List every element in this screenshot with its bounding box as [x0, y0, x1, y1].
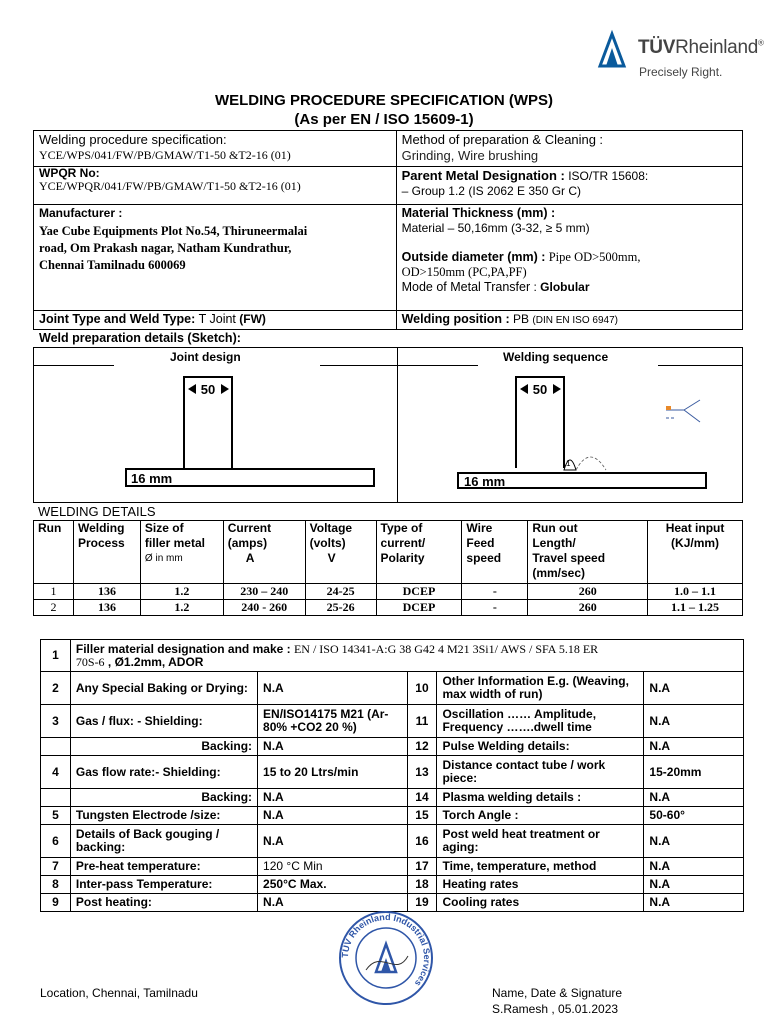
- manufacturer-label: Manufacturer :: [39, 206, 123, 220]
- web-dimension: 50: [191, 382, 225, 398]
- od-value-2: OD>150mm (PC,PA,PF): [401, 265, 527, 279]
- prep-value: Grinding, Wire brushing: [401, 148, 539, 163]
- manufacturer-line-2: road, Om Prakash nagar, Natham Kundrathur,: [39, 241, 292, 255]
- welding-sequence-title: Welding sequence: [503, 350, 609, 364]
- dimension-arrow-icon: [551, 384, 561, 394]
- transfer-value: Globular: [540, 280, 590, 294]
- param-row: 3 Gas / flux: - Shielding: EN/ISO14175 M21 (Ar-80% +CO2 20 %) 11 Oscillation …… Amplitude, Frequency …….dwell time N.A: [41, 705, 744, 738]
- parameters-table: [40, 639, 744, 912]
- wpqr-label: WPQR No:: [39, 166, 100, 180]
- tuv-seal-stamp-icon: [336, 908, 436, 1008]
- wps-label: Welding procedure specification: [39, 132, 224, 147]
- prep-cell: Method of preparation & Cleaning : Grinding, Wire brushing: [396, 131, 742, 167]
- sketch-rule: [658, 365, 742, 366]
- torch-symbol-icon: [664, 398, 702, 424]
- procedure-info-table: [33, 130, 743, 330]
- signature-value: S.Ramesh , 05.01.2023: [492, 1002, 619, 1016]
- dimension-arrow-icon: [520, 384, 530, 394]
- doc-title: WELDING PROCEDURE SPECIFICATION (WPS): [214, 92, 554, 109]
- param-row: 1 Filler material designation and make : EN / ISO 14341-A:G 38 G42 4 M21 3Si1/ AWS / SFA 5.18 ER 70S-6 , Ø1.2mm, ADOR: [41, 640, 744, 672]
- sketch-rule: [398, 365, 478, 366]
- wpqr-cell: [34, 167, 397, 205]
- table-row: 1 136 1.2 230 – 240 24-25 DCEP - 260 1.0 – 1.1: [34, 584, 743, 600]
- welding-details-table: [33, 520, 743, 616]
- col-voltage: Voltage (volts) V: [305, 521, 376, 584]
- joint-value: T Joint: [198, 312, 236, 326]
- sequence-mark: 1: [566, 459, 571, 468]
- col-wire-feed: Wire Feed speed: [462, 521, 528, 584]
- col-process: Welding Process: [73, 521, 140, 584]
- col-type: Type of current/ Polarity: [376, 521, 462, 584]
- thickness-value: Material – 50,16mm (3-32, ≥ 5 mm): [401, 221, 590, 235]
- location-text: Location, Chennai, Tamilnadu: [40, 986, 198, 1000]
- sketch-section-label: Weld preparation details (Sketch):: [39, 331, 241, 345]
- parent-value-1: ISO/TR 15608:: [568, 169, 649, 183]
- col-current: Current (amps) A: [223, 521, 305, 584]
- parent-metal-cell: [396, 167, 742, 205]
- doc-subtitle: (As per EN / ISO 15609-1): [294, 111, 474, 128]
- param-row: 6 Details of Back gouging / backing: N.A 16 Post weld heat treatment or aging: N.A: [41, 825, 744, 858]
- col-filler: Size of filler metal Ø in mm: [140, 521, 223, 584]
- position-label: Welding position :: [401, 312, 510, 326]
- wps-cell: Welding procedure specification: YCE/WPS/041/FW/PB/GMAW/T1-50 &T2-16 (01): [34, 131, 397, 167]
- transfer-label: Mode of Metal Transfer: [401, 280, 531, 294]
- col-heat-input: Heat input (KJ/mm): [648, 521, 743, 584]
- param-row: 5 Tungsten Electrode /size: N.A 15 Torch Angle : 50-60°: [41, 807, 744, 825]
- param-row: 7 Pre-heat temperature: 120 °C Min 17 Time, temperature, method N.A: [41, 858, 744, 876]
- dimension-arrow-icon: [188, 384, 198, 394]
- wpqr-value: YCE/WPQR/041/FW/PB/GMAW/T1-50 &T2-16 (01): [39, 179, 301, 193]
- sketch-rule: [320, 365, 398, 366]
- joint-suffix: (FW): [239, 312, 266, 326]
- position-note: (DIN EN ISO 6947): [532, 315, 618, 326]
- sketch-divider: [397, 347, 398, 503]
- position-value: PB: [513, 312, 530, 326]
- param-row: 4 Gas flow rate:- Shielding: 15 to 20 Ltrs/min 13 Distance contact tube / work piece: 15-20mm: [41, 756, 744, 789]
- seal-text: TÜV Rheinland Industrial Services: [339, 911, 433, 989]
- welding-details-heading: WELDING DETAILS: [38, 504, 156, 519]
- thickness-cell: Material Thickness (mm) : Material – 50,16mm (3-32, ≥ 5 mm) Outside diameter (mm) : Pipe OD>500mm, OD>150mm (PC,PA,PF) Mode of Metal Transfer : Globular: [396, 205, 742, 311]
- col-run-out: Run out Length/ Travel speed (mm/sec): [528, 521, 648, 584]
- sequence-base-dimension: 16 mm: [464, 474, 506, 489]
- dimension-arrow-icon: [219, 384, 229, 394]
- col-run: Run: [34, 521, 74, 584]
- manufacturer-line-3: Chennai Tamilnadu 600069: [39, 258, 186, 272]
- parent-value-2: – Group 1.2 (IS 2062 E 350 Gr C): [401, 184, 582, 198]
- manufacturer-cell: [34, 205, 397, 311]
- table-row: 2 136 1.2 240 - 260 25-26 DCEP - 260 1.1 – 1.25: [34, 600, 743, 616]
- thickness-label: Material Thickness (mm) :: [401, 206, 556, 220]
- svg-text:TÜV Rheinland Industrial Servi: [340, 912, 432, 988]
- param-row: Backing: N.A 14 Plasma welding details : N.A: [41, 789, 744, 807]
- param-row: Backing: N.A 12 Pulse Welding details: N.A: [41, 738, 744, 756]
- sketch-rule: [34, 365, 114, 366]
- brand-tagline: Precisely Right.: [639, 65, 723, 79]
- base-dimension: 16 mm: [131, 471, 173, 486]
- joint-design-title: Joint design: [170, 350, 241, 364]
- od-label: Outside diameter (mm) :: [401, 250, 546, 264]
- od-value-1: Pipe OD>500mm,: [548, 250, 641, 264]
- sequence-web-dimension: 50: [523, 382, 557, 398]
- param-row: 8 Inter-pass Temperature: 250°C Max. 18 Heating rates N.A: [41, 876, 744, 894]
- param-row: 9 Post heating: N.A 19 Cooling rates N.A: [41, 894, 744, 912]
- brand-name: TÜVRheinland®: [638, 37, 764, 58]
- wps-value: YCE/WPS/041/FW/PB/GMAW/T1-50 &T2-16 (01): [39, 148, 291, 162]
- param-row: 2 Any Special Baking or Drying: N.A 10 Other Information E.g. (Weaving, max width of run) N.A: [41, 672, 744, 705]
- parent-label: Parent Metal Designation :: [401, 168, 565, 183]
- signature-label: Name, Date & Signature: [492, 986, 623, 1000]
- position-cell: [396, 311, 742, 330]
- manufacturer-line-1: Yae Cube Equipments Plot No.54, Thiruneermalai: [39, 224, 308, 238]
- prep-label: Method of preparation & Cleaning: [401, 132, 597, 147]
- joint-label: Joint Type and Weld Type:: [39, 312, 196, 326]
- joint-type-cell: [34, 311, 397, 330]
